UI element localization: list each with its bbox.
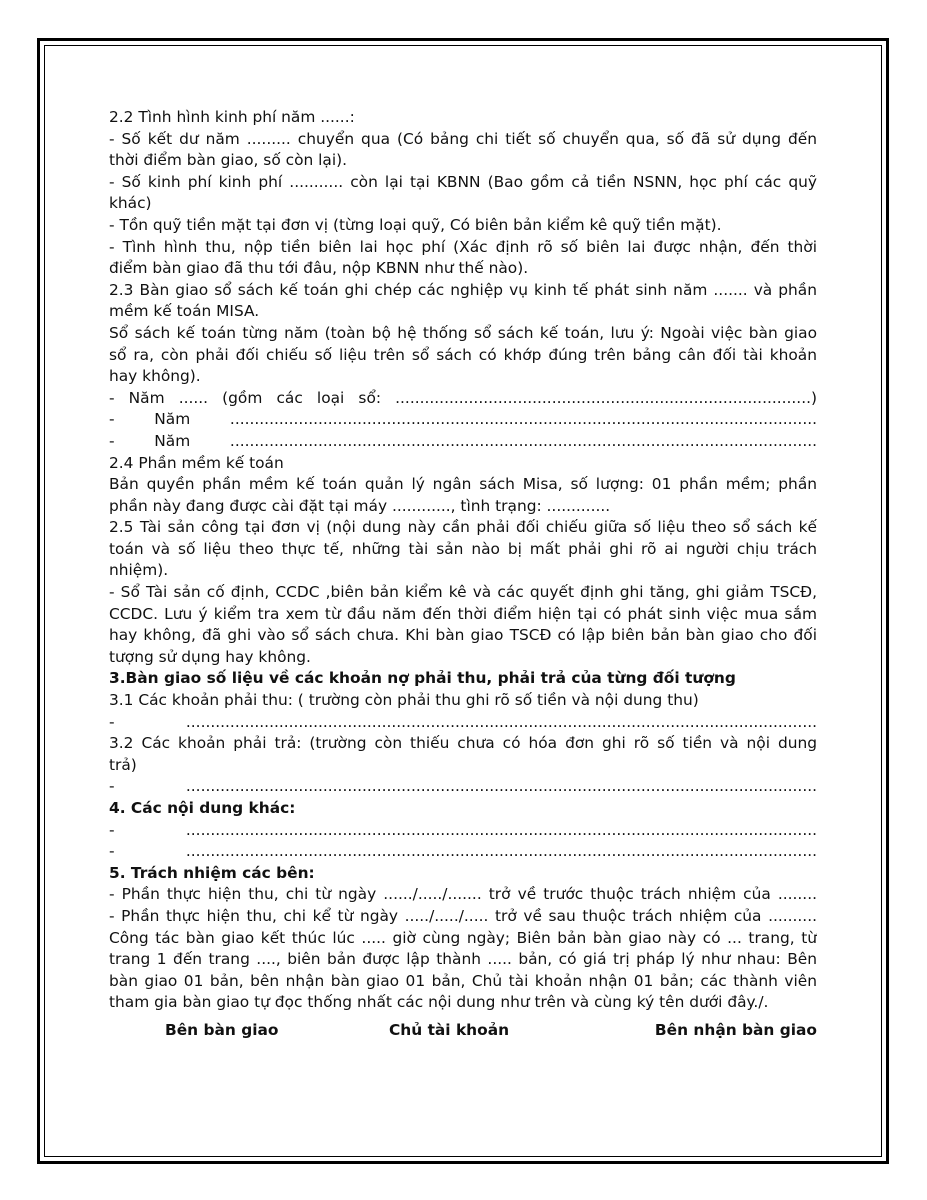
text-line: mềm kế toán MISA. bbox=[109, 302, 260, 321]
text-line: tượng sử dụng hay không. bbox=[109, 647, 311, 666]
text-line: Sổ sách kế toán từng năm (toàn bộ hệ thống sổ sách kế toán, lưu ý: Ngoài việc bàn giao bbox=[109, 323, 817, 342]
text-line: hay không, đã ghi vào sổ sách chưa. Khi bàn giao TSCĐ có lập biên bản bàn giao cho đối bbox=[109, 626, 817, 645]
text-line: - ................................................................................................................................. bbox=[109, 777, 817, 796]
text-line: tham gia bàn giao tự đọc thống nhất các nội dung như trên và cùng ký tên dưới đây./. bbox=[109, 993, 769, 1012]
signature-account-owner: Chủ tài khoản bbox=[389, 1020, 510, 1039]
text-line: - Tình hình thu, nộp tiền biên lai học phí (Xác định rõ số biên lai được nhận, đến thời bbox=[109, 237, 817, 256]
section-heading: 3.Bàn giao số liệu về các khoản nợ phải thu, phải trả của từng đối tượng bbox=[109, 669, 736, 688]
text-line: sổ ra, còn phải đối chiếu số liệu trên sổ sách có khớp đúng trên bảng cân đối tài khoản bbox=[109, 345, 817, 364]
text-line: CCDC. Lưu ý kiểm tra xem từ đầu năm đến thời điểm hiện tại có phát sinh việc mua sắm bbox=[109, 604, 817, 623]
text-line: - Phần thực hiện thu, chi kể từ ngày ...../...../..... trở về sau thuộc trách nhiệm của .......... bbox=[109, 906, 817, 925]
text-line: trang 1 đến trang ...., biên bản được lập thành ..... bản, có giá trị pháp lý như nhau: Bên bbox=[109, 950, 817, 969]
text-line: thời điểm bàn giao, số còn lại). bbox=[109, 151, 348, 170]
text-line: nhiệm). bbox=[109, 561, 169, 580]
text-line: - ................................................................................................................................. bbox=[109, 712, 817, 731]
text-line: phần này đang được cài đặt tại máy ............, tình trạng: ............. bbox=[109, 496, 611, 515]
text-line: - Sổ Tài sản cố định, CCDC ,biên bản kiểm kê và các quyết định ghi tăng, ghi giảm TSCĐ, bbox=[109, 583, 817, 602]
text-line: 2.5 Tài sản công tại đơn vị (nội dung này cần phải đối chiếu giữa số liệu theo sổ sách kế bbox=[109, 518, 817, 537]
signature-handover-party: Bên bàn giao bbox=[165, 1020, 279, 1039]
document-body bbox=[109, 107, 817, 1042]
text-line: 2.4 Phần mềm kế toán bbox=[109, 453, 284, 472]
text-line: Bản quyền phần mềm kế toán quản lý ngân sách Misa, số lượng: 01 phần mềm; phần bbox=[109, 475, 817, 494]
text-line: - Số kinh phí kinh phí ........... còn lại tại KBNN (Bao gồm cả tiền NSNN, học phí các quỹ bbox=[109, 172, 817, 191]
text-line: điểm bàn giao đã thu tới đâu, nộp KBNN như thế nào). bbox=[109, 259, 529, 278]
text-line: - Phần thực hiện thu, chi từ ngày ....../...../....... trở về trước thuộc trách nhiệm của ........ bbox=[109, 885, 817, 904]
text-line: - ................................................................................................................................. bbox=[109, 842, 817, 861]
text-line: Công tác bàn giao kết thúc lúc ..... giờ cùng ngày; Biên bản bàn giao này có ... trang, từ bbox=[109, 928, 817, 947]
signature-receiving-party: Bên nhận bàn giao bbox=[654, 1020, 817, 1039]
text-line: - Số kết dư năm ......... chuyển qua (Có bảng chi tiết số chuyển qua, số đã sử dụng đến bbox=[109, 129, 817, 148]
text-line: bàn giao 01 bản, bên nhận bàn giao 01 bản, Chủ tài khoản nhận 01 bản; các thành viên bbox=[109, 971, 817, 990]
text-line: khác) bbox=[109, 194, 152, 213]
section-heading: 4. Các nội dung khác: bbox=[109, 799, 296, 817]
text-line: 3.1 Các khoản phải thu: ( trường còn phải thu ghi rõ số tiền và nội dung thu) bbox=[109, 691, 699, 710]
signature-row bbox=[109, 1020, 817, 1042]
text-line: 2.3 Bàn giao sổ sách kế toán ghi chép các nghiệp vụ kinh tế phát sinh năm ....... và phần bbox=[109, 280, 817, 299]
text-line: - ................................................................................................................................. bbox=[109, 820, 817, 839]
text-line: - Năm ........................................................................................................................ bbox=[109, 431, 817, 450]
text-line: trả) bbox=[109, 755, 137, 774]
text-line: - Năm ...... (gồm các loại sổ: .....................................................................................) bbox=[109, 388, 817, 407]
text-line: toán và số liệu theo thực tế, những tài sản nào bị mất phải ghi rõ ai người chịu trách bbox=[109, 539, 817, 558]
text-line: 3.2 Các khoản phải trả: (trường còn thiếu chưa có hóa đơn ghi rõ số tiền và nội dung bbox=[109, 734, 817, 753]
text-line: - Năm ........................................................................................................................ bbox=[109, 410, 817, 429]
text-line: 2.2 Tình hình kinh phí năm ......: bbox=[109, 108, 355, 126]
text-lines bbox=[109, 107, 817, 1014]
text-line: - Tồn quỹ tiền mặt tại đơn vị (từng loại quỹ, Có biên bản kiểm kê quỹ tiền mặt). bbox=[109, 215, 722, 234]
text-line: hay không). bbox=[109, 367, 201, 386]
section-heading: 5. Trách nhiệm các bên: bbox=[109, 863, 315, 882]
